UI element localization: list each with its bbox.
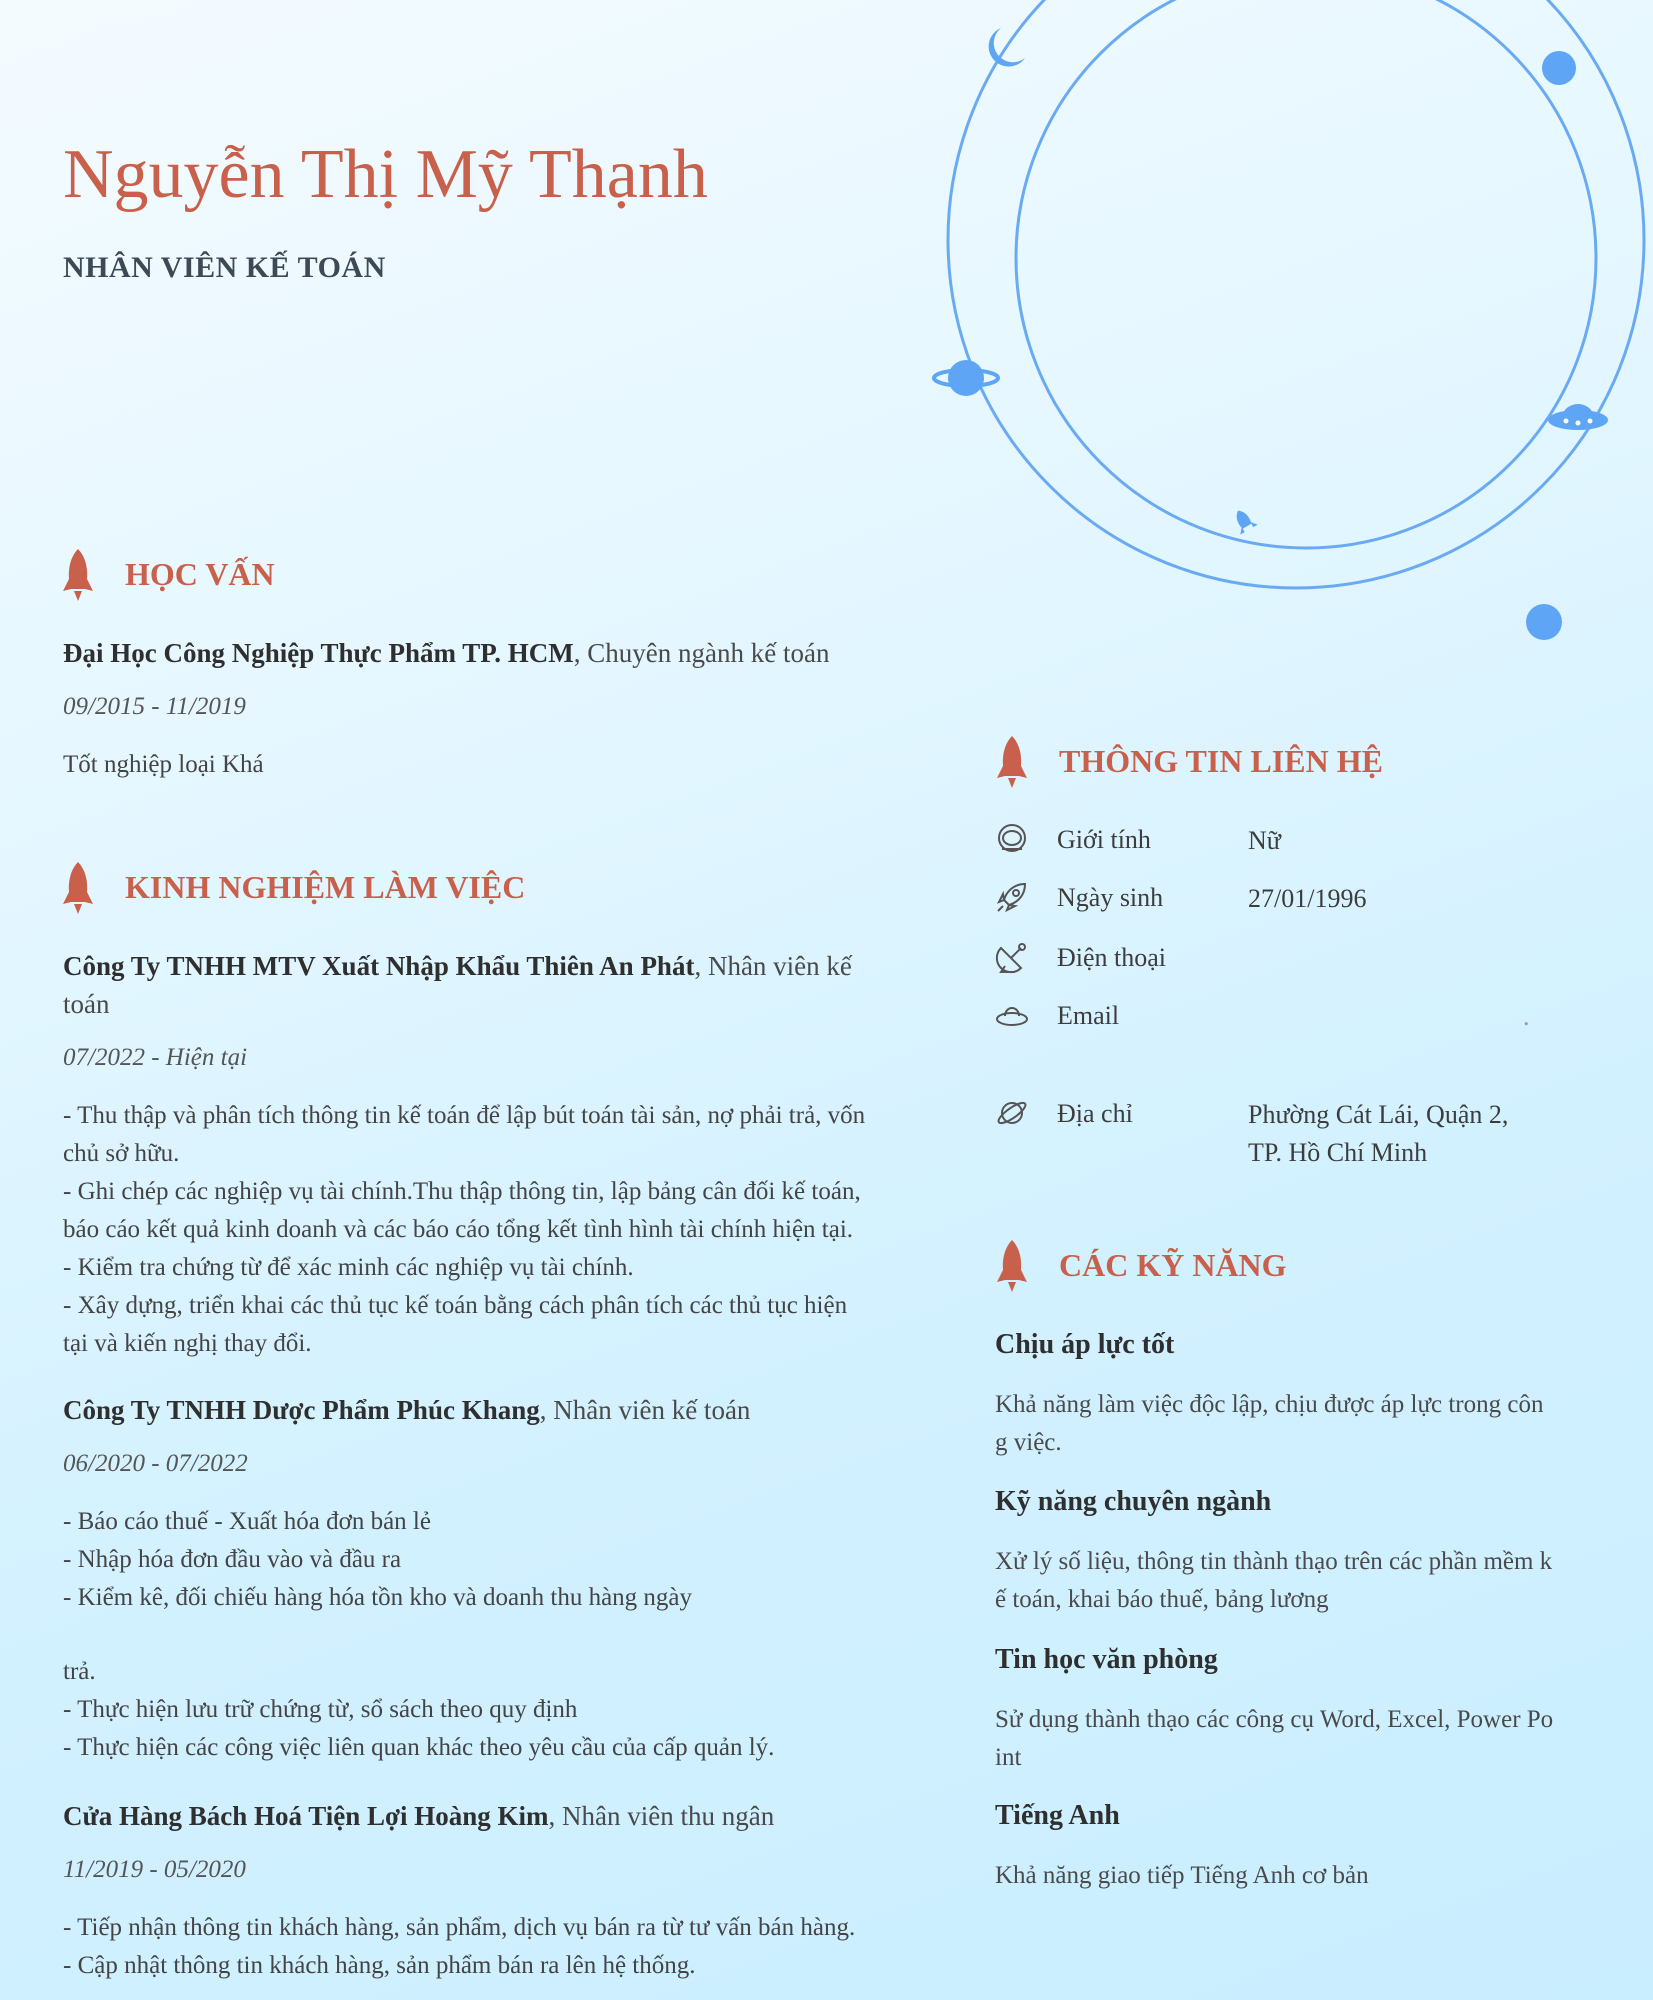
contact-heading [995, 734, 1383, 788]
company-name: Cửa Hàng Bách Hoá Tiện Lợi Hoàng Kim [63, 1801, 549, 1831]
rocket-icon [61, 860, 95, 914]
description-line: - Cập nhật thông tin khách hàng, sản phẩm bán ra lên hệ thống. [63, 1952, 696, 1979]
contact-value [1248, 1096, 1508, 1172]
contact-label: Ngày sinh [1057, 883, 1164, 912]
job-entry [63, 947, 923, 1363]
skill-name: Chịu áp lực tốt [995, 1329, 1175, 1360]
skill-description-line: Xử lý số liệu, thông tin thành thạo trên các phần mềm k [995, 1548, 1553, 1575]
job-entry [63, 1797, 923, 1985]
description-line: - Thực hiện các công việc liên quan khác theo yêu cầu của cấp quản lý. [63, 1734, 775, 1761]
job-role: , Nhân viên kế [694, 951, 852, 981]
contact-row-phone [995, 940, 1167, 974]
rocket-outline-icon [995, 880, 1029, 914]
ringed-planet-icon [934, 360, 998, 396]
planet-icon [1526, 604, 1562, 640]
skill-description-line: Khả năng làm việc độc lập, chịu được áp lực trong côn [995, 1391, 1544, 1418]
address-line: TP. Hồ Chí Minh [1248, 1138, 1428, 1167]
rocket-icon [995, 734, 1029, 788]
skill-description-line: g việc. [995, 1429, 1062, 1456]
contact-label: Điện thoại [1057, 943, 1167, 972]
contact-label: Địa chỉ [1057, 1099, 1133, 1128]
ufo-outline-icon [995, 998, 1029, 1032]
small-rocket-icon [1229, 506, 1257, 535]
skill-description-line: Khả năng giao tiếp Tiếng Anh cơ bản [995, 1862, 1369, 1889]
description-line: trả. [63, 1658, 96, 1685]
school-name: Đại Học Công Nghiệp Thực Phẩm TP. HCM [63, 638, 574, 668]
contact-row-birthday [995, 880, 1367, 914]
education-heading [61, 547, 275, 601]
description-line: - Kiểm tra chứng từ để xác minh các nghiệp vụ tài chính. [63, 1254, 634, 1281]
inner-orbit [1016, 0, 1596, 548]
contact-value: Nữ [1248, 826, 1281, 855]
planet-outline-icon [995, 1096, 1029, 1130]
contact-row-gender [995, 822, 1281, 856]
rocket-icon [995, 1238, 1029, 1292]
company-name: Công Ty TNHH MTV Xuất Nhập Khẩu Thiên An Phát [63, 951, 695, 981]
skill-item [995, 1326, 1595, 1462]
ufo-icon [1548, 404, 1608, 430]
section-title: CÁC KỸ NĂNG [1059, 1246, 1287, 1283]
skill-item [995, 1641, 1595, 1777]
skill-description [995, 1543, 1595, 1619]
skill-description-line: ế toán, khai báo thuế, bảng lương [995, 1586, 1329, 1613]
job-description [63, 1909, 923, 1985]
contact-value: 27/01/1996 [1248, 884, 1367, 913]
astronaut-helmet-icon [995, 822, 1029, 856]
candidate-name: Nguyễn Thị Mỹ Thạnh [63, 136, 708, 213]
description-line: - Xây dựng, triển khai các thủ tục kế toán bằng cách phân tích các thủ tục hiện [63, 1292, 848, 1319]
description-line: tại và kiến nghị thay đổi. [63, 1330, 312, 1357]
skill-name: Tin học văn phòng [995, 1644, 1218, 1675]
job-date: 11/2019 - 05/2020 [63, 1856, 246, 1883]
skill-description [995, 1701, 1595, 1777]
description-line: - Thực hiện lưu trữ chứng từ, sổ sách theo quy định [63, 1696, 578, 1723]
skill-item [995, 1797, 1595, 1895]
description-line: - Thu thập và phân tích thông tin kế toán để lập bút toán tài sản, nợ phải trả, vốn [63, 1102, 866, 1129]
section-title: THÔNG TIN LIÊN HỆ [1059, 742, 1383, 779]
job-date: 06/2020 - 07/2022 [63, 1450, 248, 1477]
address-line: Phường Cát Lái, Quận 2, [1248, 1100, 1509, 1129]
description-line: - Tiếp nhận thông tin khách hàng, sản phẩm, dịch vụ bán ra từ tư vấn bán hàng. [63, 1914, 856, 1941]
section-title: HỌC VẤN [125, 555, 275, 592]
skill-name: Tiếng Anh [995, 1800, 1120, 1831]
education-entry [63, 634, 923, 784]
contact-row-email [995, 998, 1530, 1032]
job-role: , Nhân viên thu ngân [548, 1801, 775, 1831]
job-date: 07/2022 - Hiện tại [63, 1044, 248, 1071]
job-role-continued: toán [63, 989, 110, 1019]
contact-value: . [1523, 1002, 1530, 1031]
skill-name: Kỹ năng chuyên ngành [995, 1486, 1272, 1517]
education-date: 09/2015 - 11/2019 [63, 693, 246, 720]
description-line: chủ sở hữu. [63, 1140, 180, 1167]
skill-description-line: Sử dụng thành thạo các công cụ Word, Excel, Power Po [995, 1706, 1554, 1733]
job-entry [63, 1391, 923, 1767]
experience-heading [61, 860, 525, 914]
job-title: NHÂN VIÊN KẾ TOÁN [63, 251, 386, 284]
description-line: - Ghi chép các nghiệp vụ tài chính.Thu thập thông tin, lập bảng cân đối kế toán, [63, 1178, 861, 1205]
rocket-icon [61, 547, 95, 601]
job-description [63, 1503, 923, 1767]
description-line: - Kiểm kê, đối chiếu hàng hóa tồn kho và doanh thu hàng ngày [63, 1584, 693, 1611]
job-role: , Nhân viên kế toán [539, 1395, 751, 1425]
education-note: Tốt nghiệp loại Khá [63, 751, 264, 778]
job-description [63, 1097, 923, 1363]
description-line: - Nhập hóa đơn đầu vào và đầu ra [63, 1546, 402, 1573]
contact-row-address [995, 1096, 1509, 1167]
major: , Chuyên ngành kế toán [573, 638, 830, 668]
description-line: báo cáo kết quả kinh doanh và các báo cáo tổng kết tình hình tài chính hiện tại. [63, 1216, 854, 1243]
satellite-dish-icon [995, 940, 1029, 974]
planet-icon [1542, 51, 1576, 85]
skills-heading [995, 1238, 1287, 1292]
skill-description [995, 1857, 1595, 1895]
company-name: Công Ty TNHH Dược Phẩm Phúc Khang [63, 1395, 540, 1425]
contact-label: Email [1057, 1001, 1120, 1030]
skill-description [995, 1386, 1595, 1462]
description-line: - Báo cáo thuế - Xuất hóa đơn bán lẻ [63, 1508, 431, 1535]
skill-item [995, 1483, 1595, 1619]
contact-label: Giới tính [1057, 825, 1151, 854]
skill-description-line: int [995, 1744, 1022, 1771]
section-title: KINH NGHIỆM LÀM VIỆC [125, 868, 526, 905]
